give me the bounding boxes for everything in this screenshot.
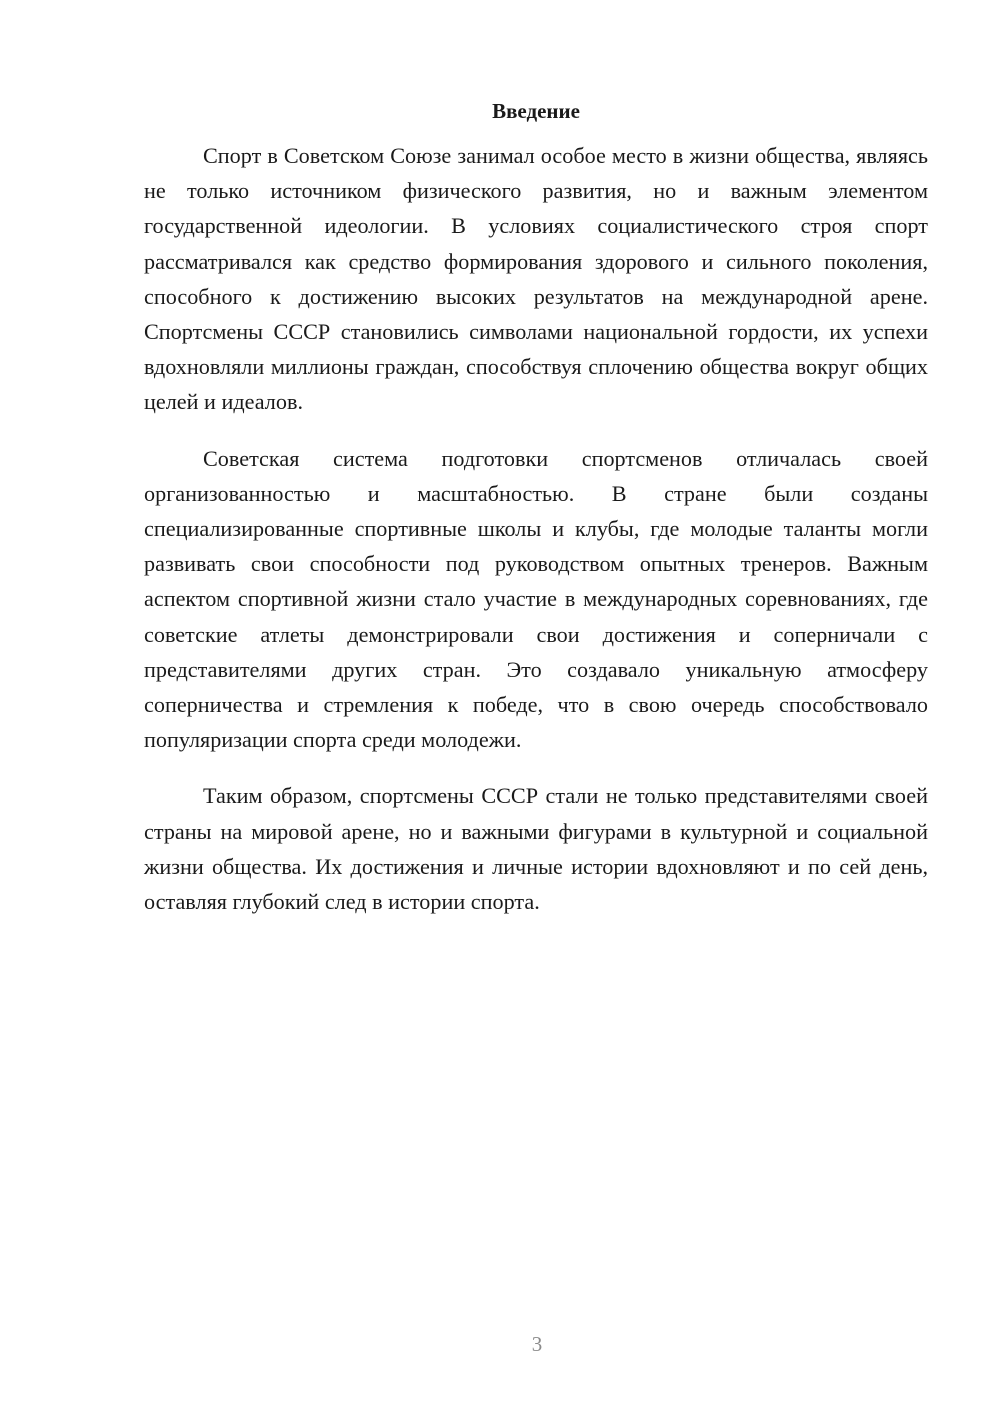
paragraph-1: Спорт в Советском Союзе занимал особое место в жизни общества, являясь не только источником физического развития, но и важным элементом государственной идеологии. В условиях социалистического строя спорт рассматривался как средство формирования здорового и сильного поколения, способного к достижению высоких результатов на международной арене. Спортсмены СССР становились символами национальной гордости, их успехи вдохновляли миллионы граждан, способствуя сплочению общества вокруг общих целей и идеалов. (144, 143, 928, 415)
section-heading: Введение (492, 99, 580, 123)
page-number: 3 (531, 1332, 543, 1356)
paragraph-3: Таким образом, спортсмены СССР стали не только представителями своей страны на мировой арене, но и важными фигурами в культурной и социальной жизни общества. Их достижения и личные истории вдохновляют и по сей день, оставляя глубокий след в истории спорта. (144, 783, 928, 915)
paragraph-2: Советская система подготовки спортсменов отличалась своей организованностью и масштабностью. В стране были созданы специализированные спортивные школы и клубы, где молодые таланты могли развивать свои способности под руководством опытных тренеров. Важным аспектом спортивной жизни стало участие в международных соревнованиях, где советские атлеты демонстрировали свои достижения и соперничали с представителями других стран. Это создавало уникальную атмосферу соперничества и стремления к победе, что в свою очередь способствовало популяризации спорта среди молодежи. (144, 445, 928, 753)
page-content (144, 94, 928, 940)
